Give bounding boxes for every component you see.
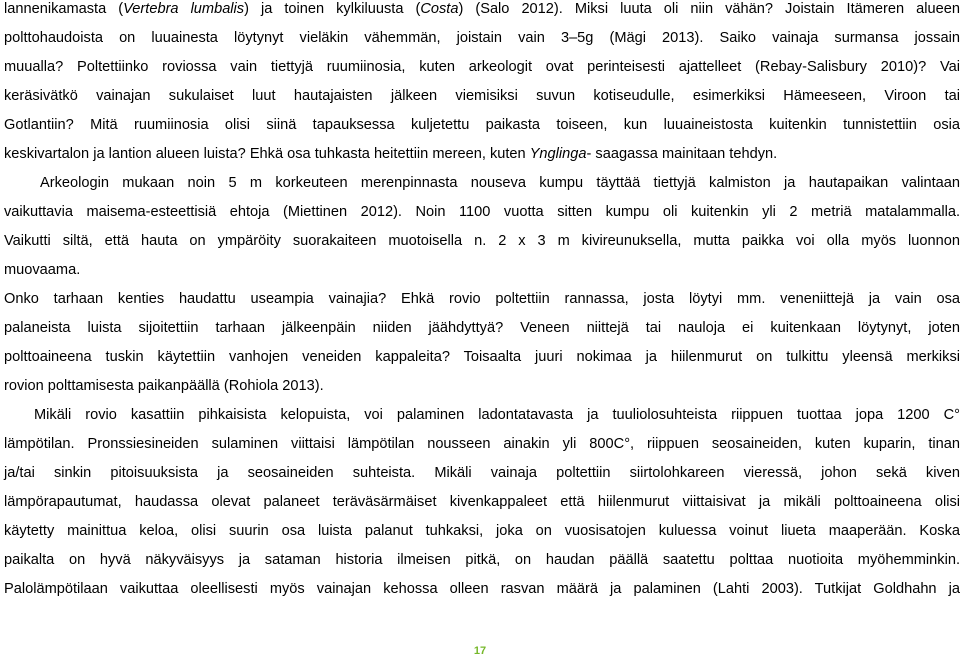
text-segment: muualla? Poltettiinko roviossa vain tiettyjä ruumiinosia, kuten arkeologit ovat perinteisesti ajattelleet (Rebay-Salisbury 2010)? Vai (4, 59, 960, 75)
text-segment: palaneista luista sijoitettiin tarhaan jälkeenpäin niiden jäähdyttyä? Veneen niittejä tai nauloja ei kuitenkaan löytynyt, joten (4, 320, 960, 336)
text-segment: Palolämpötilaan vaikuttaa oleellisesti myös vainajan kehossa olleen rasvan määrä ja palaminen (Lahti 2003). Tutkijat Goldhahn ja (4, 581, 960, 597)
text-line (4, 372, 960, 401)
text-segment: Vaikutti siltä, että hauta on ympäröity suorakaiteen muotoisella n. 2 x 3 m kivireunuksella, mutta paikka voi olla myös luonnon (4, 233, 960, 249)
text-segment: keräsivätkö vainajan sukulaiset luut hautajaisten jälkeen viemisiksi suvun kotiseudulle, esimerkiksi Hämeeseen, Viroon tai (4, 88, 960, 104)
text-segment: Mikäli rovio kasattiin pihkaisista kelopuista, voi palaminen ladontatavasta ja tuuliolosuhteista riippuen tuottaa jopa 1200 C° (34, 407, 960, 423)
text-line (4, 575, 960, 604)
italic-term: Vertebra lumbalis (123, 1, 245, 17)
italic-term: Costa (420, 1, 459, 17)
text-line (4, 82, 960, 111)
text-segment: lämpötilan. Pronssiesineiden sulaminen viittaisi lämpötilan nousseen ainakin yli 800C°, riippuen seosaineiden, kuten kuparin, tinan (4, 436, 960, 452)
text-segment: paikalta on hyvä näkyväisyys ja sataman historia ilmeisen pitkä, on haudan päällä saatettu polttaa nuotioita myöhemminkin. (4, 552, 960, 568)
text-line (4, 111, 960, 140)
text-segment: polttoaineena tuskin käytettiin vanhojen veneiden kappaleita? Toisaalta juuri nokimaa ja hiilenmurut on tulkittu yleensä merkiksi (4, 349, 960, 365)
text-segment: Onko tarhaan kenties haudattu useampia vainajia? Ehkä rovio poltettiin rannassa, josta löytyi mm. veneniittejä ja vain osa (4, 291, 960, 307)
text-line (4, 546, 960, 575)
text-line (4, 314, 960, 343)
text-line (4, 256, 960, 285)
text-line (4, 24, 960, 53)
text-segment: muovaama. (4, 262, 81, 278)
text-line (4, 285, 960, 314)
text-segment: - saagassa mainitaan tehdyn. (586, 146, 778, 162)
body-text (4, 0, 960, 604)
italic-term: Ynglinga (529, 146, 587, 162)
text-segment: ja/tai sinkin pitoisuuksista ja seosaineiden suhteista. Mikäli vainaja poltettiin siirtolohkareen vieressä, johon sekä kiven (4, 465, 960, 481)
text-line (4, 459, 960, 488)
text-line (4, 488, 960, 517)
text-segment: ) (Salo 2012). Miksi luuta oli niin vähän? Joistain Itämeren alueen (458, 1, 960, 17)
text-line (4, 140, 960, 169)
text-segment: vaikuttavia maisema-esteettisiä ehtoja (Miettinen 2012). Noin 1100 vuotta sitten kumpu oli kuitenkin yli 2 metriä matalammalla. (4, 204, 960, 220)
text-segment: lämpörapautumat, haudassa olevat palaneet teräväsärmäiset kivenkappaleet että hiilenmurut viittaisivat ja mikäli polttoaineena olisi (4, 494, 960, 510)
text-line (4, 430, 960, 459)
text-line (4, 401, 960, 430)
text-segment: Gotlantiin? Mitä ruumiinosia olisi siinä tapauksessa kuljetettu paikasta toiseen, kun luuaineistosta kuitenkin tunnistettiin osia (4, 117, 960, 133)
text-segment: käytetty mainittua keloa, olisi suurin osa luista palanut tuhkaksi, joka on vuosisatojen kuluessa voinut liueta maaperään. Koska (4, 523, 960, 539)
text-segment: ) ja toinen kylkiluusta ( (244, 1, 421, 17)
text-line (4, 53, 960, 82)
text-line (4, 0, 960, 24)
text-line (4, 227, 960, 256)
text-line (4, 343, 960, 372)
text-segment: Arkeologin mukaan noin 5 m korkeuteen merenpinnasta nouseva kumpu täyttää tiettyjä kalmiston ja hautapaikan valintaan (40, 175, 960, 191)
page-number: 17 (473, 645, 487, 657)
text-segment: rovion polttamisesta paikanpäällä (Rohiola 2013). (4, 378, 324, 394)
text-line (4, 198, 960, 227)
text-segment: lannenikamasta ( (4, 1, 124, 17)
text-segment: polttohaudoista on luuainesta löytynyt vieläkin vähemmän, joistain vain 3–5g (Mägi 2013). Saiko vainaja surmansa jossain (4, 30, 960, 46)
text-segment: keskivartalon ja lantion alueen luista? Ehkä osa tuhkasta heitettiin mereen, kuten (4, 146, 530, 162)
text-line (4, 169, 960, 198)
text-line (4, 517, 960, 546)
